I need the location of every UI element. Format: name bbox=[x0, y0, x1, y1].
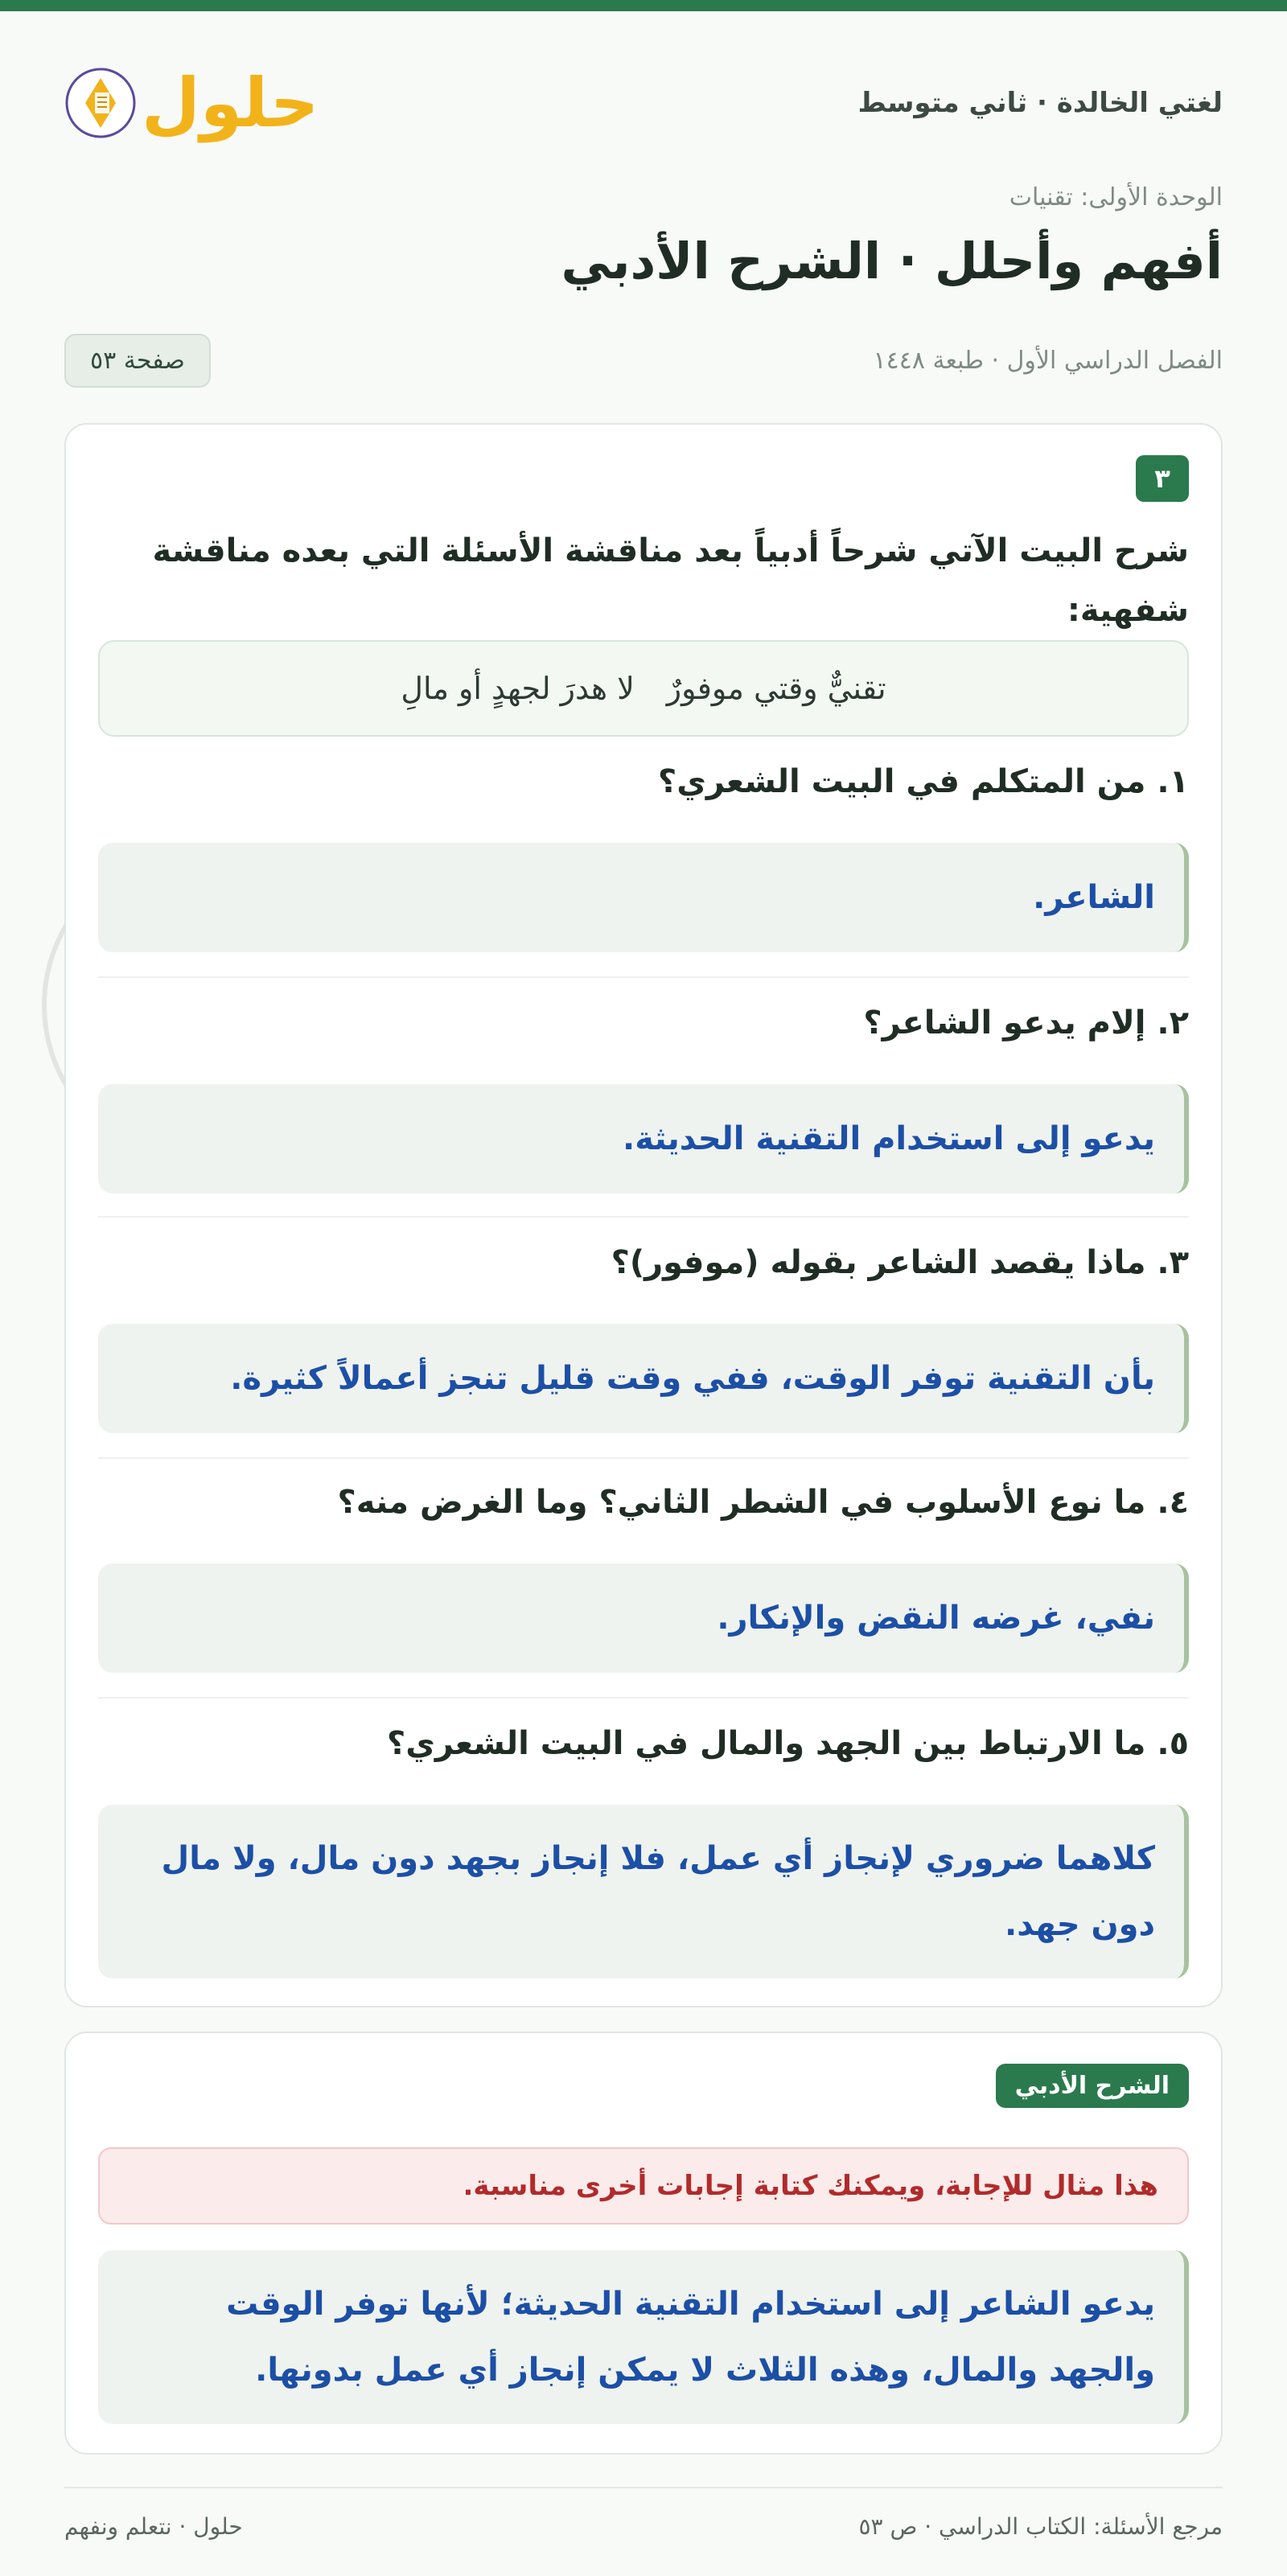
question-text: ٤. ما نوع الأسلوب في الشطر الثاني؟ وما الغرض منه؟ bbox=[337, 1484, 1189, 1521]
answer-box bbox=[98, 1805, 1189, 1978]
page-footer bbox=[64, 2506, 1223, 2546]
answer-text: نفي، غرضه النقض والإنكار. bbox=[717, 1600, 1155, 1637]
question-text: ٣. ماذا يقصد الشاعر بقوله (موفور)؟ bbox=[611, 1244, 1189, 1281]
top-accent-bar bbox=[0, 0, 1287, 11]
verse-second-hemistich: لا هدرَ لجهدٍ أو مالِ bbox=[401, 671, 635, 706]
footer-tagline: حلول · نتعلم ونفهم bbox=[64, 2512, 243, 2540]
answer-box bbox=[98, 1563, 1189, 1673]
literary-tag: الشرح الأدبي bbox=[996, 2064, 1189, 2108]
page-title: أفهم وأحلل · الشرح الأدبي bbox=[561, 232, 1223, 290]
divider bbox=[98, 976, 1189, 978]
questions-card bbox=[64, 423, 1223, 2007]
question-item bbox=[98, 1240, 1189, 1465]
question-item bbox=[98, 1480, 1189, 1705]
literary-answer-text: يدعو الشاعر إلى استخدام التقنية الحديثة؛ لأنها توفر الوقت والجهد والمال، وهذه الثلاث لا يمكن إنجاز أي عمل بدونها. bbox=[226, 2286, 1155, 2389]
course-label: لغتي الخالدة · ثاني متوسط bbox=[857, 87, 1223, 119]
unit-label: الوحدة الأولى: تقنيات bbox=[1009, 183, 1223, 212]
divider bbox=[98, 1457, 1189, 1459]
answer-text: كلاهما ضروري لإنجاز أي عمل، فلا إنجاز بجهد دون مال، ولا مال دون جهد. bbox=[161, 1840, 1155, 1943]
question-item bbox=[98, 1000, 1189, 1226]
poem-verse bbox=[98, 640, 1189, 737]
literary-answer-box bbox=[98, 2250, 1189, 2424]
question-text: ١. من المتكلم في البيت الشعري؟ bbox=[658, 763, 1189, 800]
question-item bbox=[98, 1721, 1189, 1986]
book-diamond-icon bbox=[64, 67, 137, 139]
footer-reference: مرجع الأسئلة: الكتاب الدراسي · ص ٥٣ bbox=[858, 2512, 1223, 2540]
answer-box bbox=[98, 843, 1189, 952]
literary-explanation-card bbox=[64, 2032, 1223, 2455]
question-text: ٢. إلام يدعو الشاعر؟ bbox=[863, 1005, 1189, 1041]
verse-first-hemistich: تقنيٌّ وقتي موفورٌ bbox=[666, 671, 886, 706]
question-item bbox=[98, 759, 1189, 984]
answer-box bbox=[98, 1084, 1189, 1194]
divider bbox=[98, 1697, 1189, 1699]
question-text: ٥. ما الارتباط بين الجهد والمال في البيت الشعري؟ bbox=[387, 1725, 1189, 1762]
instruction-text: شرح البيت الآتي شرحاً أدبياً بعد مناقشة الأسئلة التي بعده مناقشة شفهية: bbox=[152, 532, 1189, 629]
answer-note: هذا مثال للإجابة، ويمكنك كتابة إجابات أخرى مناسبة. bbox=[98, 2147, 1189, 2225]
page-number-badge: صفحة ٥٣ bbox=[64, 334, 211, 388]
question-number-badge: ٣ bbox=[1136, 455, 1189, 502]
divider bbox=[98, 1216, 1189, 1218]
page-header bbox=[64, 47, 1223, 159]
answer-text: بأن التقنية توفر الوقت، ففي وقت قليل تنجز أعمالاً كثيرة. bbox=[230, 1360, 1155, 1397]
edition-label: الفصل الدراسي الأول · طبعة ١٤٤٨ bbox=[873, 346, 1223, 375]
brand-logo[interactable] bbox=[64, 64, 319, 142]
answer-text: الشاعر. bbox=[1033, 879, 1155, 916]
answer-text: يدعو إلى استخدام التقنية الحديثة. bbox=[623, 1120, 1155, 1157]
footer-divider bbox=[64, 2487, 1223, 2488]
meta-row bbox=[64, 330, 1223, 391]
answer-box bbox=[98, 1324, 1189, 1433]
logo-text: حلول bbox=[142, 64, 319, 142]
